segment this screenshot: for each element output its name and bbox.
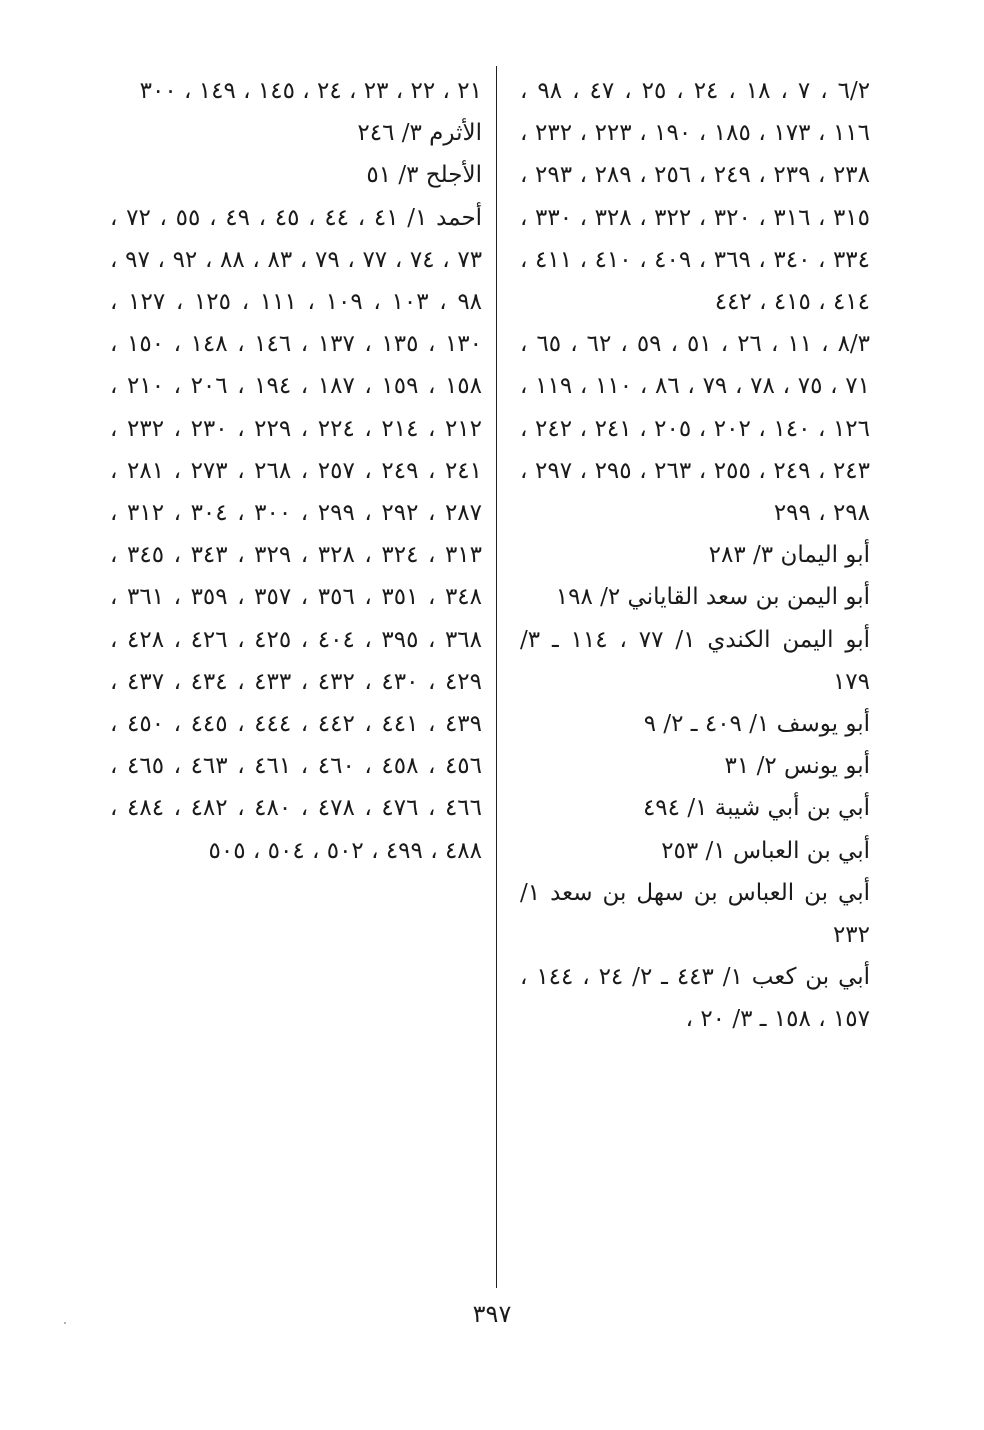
index-entry: أبي بن العباس ١/ ٢٥٣ [661, 837, 870, 864]
page-number: ٣٩٧ [472, 1300, 512, 1328]
index-entry: أبي بن أبي شيبة ١/ ٤٩٤ [642, 795, 870, 822]
index-entry: أبو اليمان ٣/ ٢٨٣ [708, 542, 870, 569]
index-entry: ٨/٣ ، ١١ ، ٢٦ ، ٥١ ، ٥٩ ، ٦٢ ، ٦٥ ، ٧١ ، ٧٥ ، ٧٨ ، ٧٩ ، ٨٦ ، ١١٠ ، ١١٩ ، ١٢٦ ، ١٤٠ ، ٢٠٢ ، ٢٠٥ ، ٢٤١ ، ٢٤٢ ، ٢٤٣ ، ٢٤٩ ، ٢٥٥ ، ٢٦٣ ، ٢٩٥ ، ٢٩٧ ، ٢٩٨ ، ٢٩٩ [520, 331, 871, 527]
index-entry: ٢١ ، ٢٢ ، ٢٣ ، ٢٤ ، ١٤٥ ، ١٤٩ ، ٣٠٠ [139, 78, 482, 104]
index-entry: أبو اليمن الكندي ١/ ٧٧ ، ١١٤ ـ ٣/ ١٧٩ [520, 626, 870, 695]
index-entry: أبو اليمن بن سعد القاياني ٢/ ١٩٨ [555, 584, 870, 611]
index-entry: أبو يونس ٢/ ٣١ [724, 753, 870, 780]
index-entry: الأثرم ٣/ ٢٤٦ [357, 120, 482, 147]
left-column [110, 70, 482, 872]
right-column [520, 70, 870, 1041]
column-divider [496, 66, 497, 1288]
index-entry: أبي بن كعب ١/ ٤٤٣ ـ ٢/ ٢٤ ، ١٤٤ ، ١٥٧ ، ١٥٨ ـ ٣/ ٢٠ ، [520, 964, 871, 1033]
scan-speck [64, 1322, 66, 1324]
index-entry: أبي بن العباس بن سهل بن سعد ١/ ٢٣٢ [520, 879, 870, 949]
index-entry: ٦/٢ ، ٧ ، ١٨ ، ٢٤ ، ٢٥ ، ٤٧ ، ٩٨ ، ١١٦ ، ١٧٣ ، ١٨٥ ، ١٩٠ ، ٢٢٣ ، ٢٣٢ ، ٢٣٨ ، ٢٣٩ ، ٢٤٩ ، ٢٥٦ ، ٢٨٩ ، ٢٩٣ ، ٣١٥ ، ٣١٦ ، ٣٢٠ ، ٣٢٢ ، ٣٢٨ ، ٣٣٠ ، ٣٣٤ ، ٣٤٠ ، ٣٦٩ ، ٤٠٩ ، ٤١٠ ، ٤١١ ، ٤١٤ ، ٤١٥ ، ٤٤٢ [520, 78, 871, 316]
index-entry: أبو يوسف ١/ ٤٠٩ ـ ٢/ ٩ [643, 711, 870, 738]
index-entry: أحمد ١/ ٤١ ، ٤٤ ، ٤٥ ، ٤٩ ، ٥٥ ، ٧٢ ، ٧٣ ، ٧٤ ، ٧٧ ، ٧٩ ، ٨٣ ، ٨٨ ، ٩٢ ، ٩٧ ، ٩٨ ، ١٠٣ ، ١٠٩ ، ١١١ ، ١٢٥ ، ١٢٧ ، ١٣٠ ، ١٣٥ ، ١٣٧ ، ١٤٦ ، ١٤٨ ، ١٥٠ ، ١٥٨ ، ١٥٩ ، ١٨٧ ، ١٩٤ ، ٢٠٦ ، ٢١٠ ، ٢١٢ ، ٢١٤ ، ٢٢٤ ، ٢٢٩ ، ٢٣٠ ، ٢٣٢ ، ٢٤١ ، ٢٤٩ ، ٢٥٧ ، ٢٦٨ ، ٢٧٣ ، ٢٨١ ، ٢٨٧ ، ٢٩٢ ، ٢٩٩ ، ٣٠٠ ، ٣٠٤ ، ٣١٢ ، ٣١٣ ، ٣٢٤ ، ٣٢٨ ، ٣٢٩ ، ٣٤٣ ، ٣٤٥ ، ٣٤٨ ، ٣٥١ ، ٣٥٦ ، ٣٥٧ ، ٣٥٩ ، ٣٦١ ، ٣٦٨ ، ٣٩٥ ، ٤٠٤ ، ٤٢٥ ، ٤٢٦ ، ٤٢٨ ، ٤٢٩ ، ٤٣٠ ، ٤٣٢ ، ٤٣٣ ، ٤٣٤ ، ٤٣٧ ، ٤٣٩ ، ٤٤١ ، ٤٤٢ ، ٤٤٤ ، ٤٤٥ ، ٤٥٠ ، ٤٥٦ ، ٤٥٨ ، ٤٦٠ ، ٤٦١ ، ٤٦٣ ، ٤٦٥ ، ٤٦٦ ، ٤٧٦ ، ٤٧٨ ، ٤٨٠ ، ٤٨٢ ، ٤٨٤ ، ٤٨٨ ، ٤٩٩ ، ٥٠٢ ، ٥٠٤ ، ٥٠٥ [110, 204, 483, 864]
index-entry: الأجلح ٣/ ٥١ [366, 162, 482, 189]
